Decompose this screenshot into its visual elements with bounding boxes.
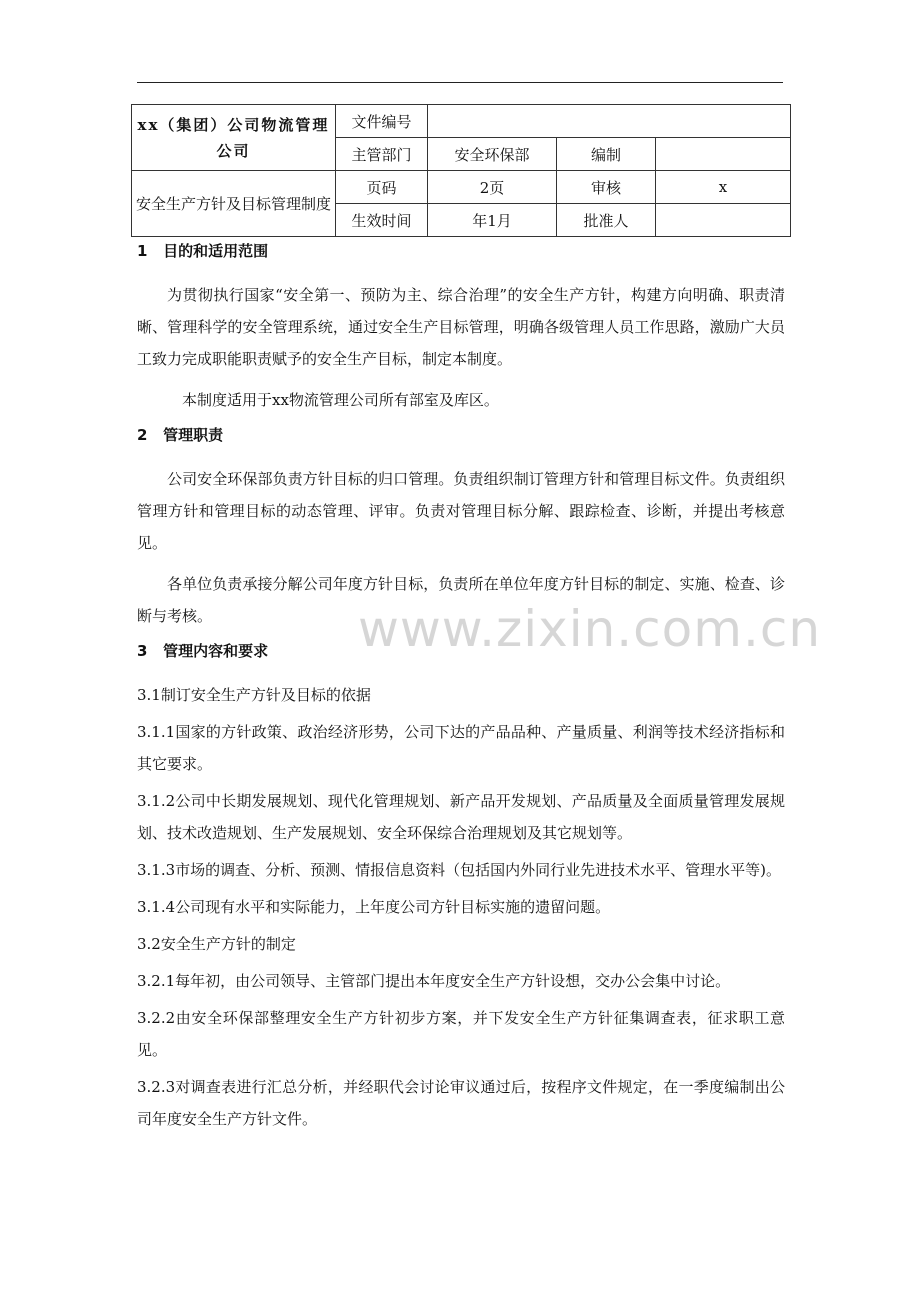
author-label: 编制 <box>557 138 656 171</box>
review-label: 审核 <box>557 171 656 204</box>
clause-3-1: 3.1制订安全生产方针及目标的依据 <box>137 686 371 704</box>
document-name: 安全生产方针及目标管理制度 <box>132 171 336 237</box>
document-header-table <box>131 104 791 237</box>
dept-value: 安全环保部 <box>428 138 557 171</box>
section-1-heading: 1 目的和适用范围 <box>137 242 269 260</box>
section-3-heading: 3 管理内容和要求 <box>137 642 269 660</box>
approver-label: 批准人 <box>557 204 656 237</box>
section-2-paragraph-1: 公司安全环保部负责方针目标的归口管理。负责组织制订管理方针和管理目标文件。负责组织管理方针和管理目标的动态管理、评审。负责对管理目标分解、跟踪检查、诊断，并提出考核意见。 <box>137 470 785 552</box>
review-value: x <box>656 171 791 204</box>
clause-3-1-1: 3.1.1国家的方针政策、政治经济形势，公司下达的产品品种、产量质量、利润等技术经济指标和其它要求。 <box>137 723 785 773</box>
watermark: www.zixin.com.cn <box>358 600 822 658</box>
section-2-heading: 2 管理职责 <box>137 426 224 444</box>
approver-value <box>656 204 791 237</box>
effective-value: 年1月 <box>428 204 557 237</box>
dept-label: 主管部门 <box>336 138 428 171</box>
company-name: xx（集团）公司物流管理公司 <box>132 105 336 171</box>
clause-3-2-2: 3.2.2由安全环保部整理安全生产方针初步方案，并下发安全生产方针征集调查表，征求职工意见。 <box>137 1009 785 1059</box>
page-value: 2页 <box>428 171 557 204</box>
clause-3-2-1: 3.2.1每年初，由公司领导、主管部门提出本年度安全生产方针设想，交办公会集中讨论。 <box>137 972 731 990</box>
clause-3-1-4: 3.1.4公司现有水平和实际能力，上年度公司方针目标实施的遗留问题。 <box>137 898 611 916</box>
header-rule <box>137 82 783 83</box>
clause-3-1-3: 3.1.3市场的调查、分析、预测、情报信息资料（包括国内外同行业先进技术水平、管理水平等)。 <box>137 861 782 879</box>
file-number-value <box>428 105 791 138</box>
document-body <box>137 241 785 1140</box>
file-number-label: 文件编号 <box>336 105 428 138</box>
section-1-paragraph-1: 为贯彻执行国家“安全第一、预防为主、综合治理”的安全生产方针，构建方向明确、职责清晰、管理科学的安全管理系统，通过安全生产目标管理，明确各级管理人员工作思路，激励广大员工致力完成职能职责赋予的安全生产目标，制定本制度。 <box>137 286 785 368</box>
clause-3-2-3: 3.2.3对调查表进行汇总分析，并经职代会讨论审议通过后，按程序文件规定，在一季度编制出公司年度安全生产方针文件。 <box>137 1078 785 1128</box>
author-value <box>656 138 791 171</box>
page-label: 页码 <box>336 171 428 204</box>
clause-3-1-2: 3.1.2公司中长期发展规划、现代化管理规划、新产品开发规划、产品质量及全面质量管理发展规划、技术改造规划、生产发展规划、安全环保综合治理规划及其它规划等。 <box>137 792 785 842</box>
section-2-paragraph-2: 各单位负责承接分解公司年度方针目标，负责所在单位年度方针目标的制定、实施、检查、诊断与考核。 <box>137 575 785 625</box>
effective-label: 生效时间 <box>336 204 428 237</box>
section-1-paragraph-2: 本制度适用于xx物流管理公司所有部室及库区。 <box>182 391 499 409</box>
clause-3-2: 3.2安全生产方针的制定 <box>137 935 296 953</box>
